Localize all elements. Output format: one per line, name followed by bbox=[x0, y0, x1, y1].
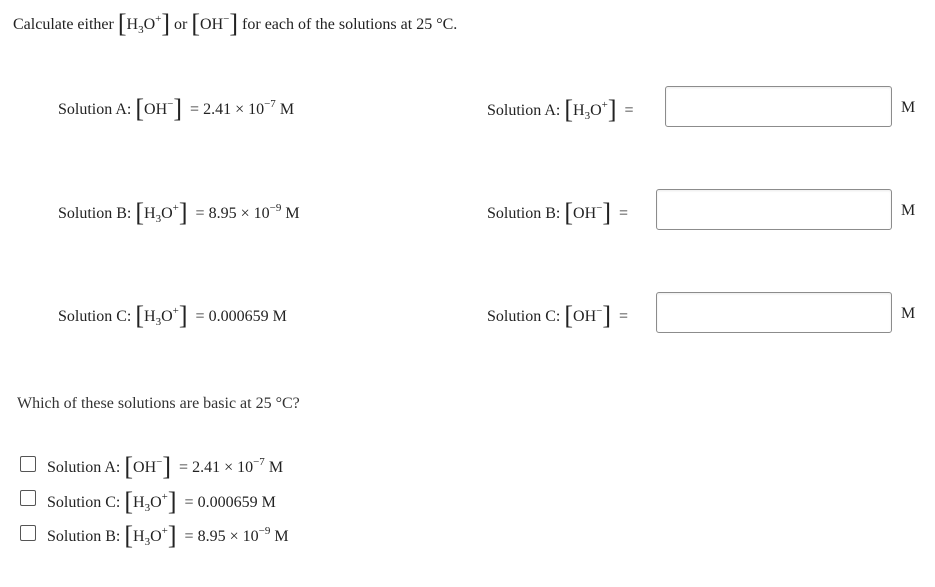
species-h3o: $[H_3O^+]$ bbox=[135, 301, 188, 330]
given-solution-b: Solution B: $[H_3O^+] = 8.95 \times 10^{-9}$ M bbox=[58, 198, 300, 227]
species-oh: [OH−] bbox=[135, 94, 183, 123]
header-or: or bbox=[174, 16, 188, 33]
unit-a: M bbox=[901, 99, 916, 116]
answer-label-a: Solution A: $[H_3O^+]$ = bbox=[487, 95, 634, 124]
unit-b: M bbox=[901, 202, 916, 219]
header-suffix: for each of the solutions at 25 °C. bbox=[242, 16, 458, 33]
option-solution-a[interactable]: Solution A: $[OH^-] = 2.41 \times 10^{-7}$ M bbox=[47, 452, 284, 481]
option-checkbox-c[interactable] bbox=[20, 490, 36, 506]
species-h3o: $[H_3O^+]$ bbox=[117, 9, 171, 38]
answer-input-b-oh[interactable] bbox=[656, 189, 892, 230]
option-solution-c[interactable]: Solution C: $[H_3O^+] = 0.000659$ M bbox=[47, 487, 276, 516]
answer-label-c: Solution C: [OH−] = bbox=[487, 301, 629, 330]
species-h3o: $[H_3O^+]$ bbox=[135, 198, 188, 227]
unit-c: M bbox=[901, 305, 916, 322]
answer-label-b: Solution B: [OH−] = bbox=[487, 198, 629, 227]
header-prefix: Calculate either bbox=[13, 16, 114, 33]
question-text: Which of these solutions are basic at 25 °C? bbox=[17, 395, 300, 412]
option-solution-b[interactable]: Solution B: $[H_3O^+] = 8.95 \times 10^{-9}$ M bbox=[47, 521, 289, 550]
species-h3o: $[H_3O^+]$ bbox=[124, 487, 177, 516]
species-h3o: $[H_3O^+]$ bbox=[124, 521, 177, 550]
option-checkbox-b[interactable] bbox=[20, 525, 36, 541]
instructions-header bbox=[13, 11, 457, 36]
answer-input-c-oh[interactable] bbox=[656, 292, 892, 333]
species-h3o: $[H_3O^+]$ bbox=[564, 95, 617, 124]
given-solution-a: Solution A: $[OH^-] = 2.41 \times 10^{-7}$ M bbox=[58, 94, 295, 123]
option-checkbox-a[interactable] bbox=[20, 456, 36, 472]
species-oh: [OH−] bbox=[191, 9, 239, 38]
given-solution-c: Solution C: $[H_3O^+] = 0.000659$ M bbox=[58, 301, 287, 330]
species-oh: [OH−] bbox=[564, 198, 612, 227]
answer-input-a-h3o[interactable] bbox=[665, 86, 892, 127]
species-oh: [OH−] bbox=[564, 301, 612, 330]
species-oh: [OH−] bbox=[124, 452, 172, 481]
